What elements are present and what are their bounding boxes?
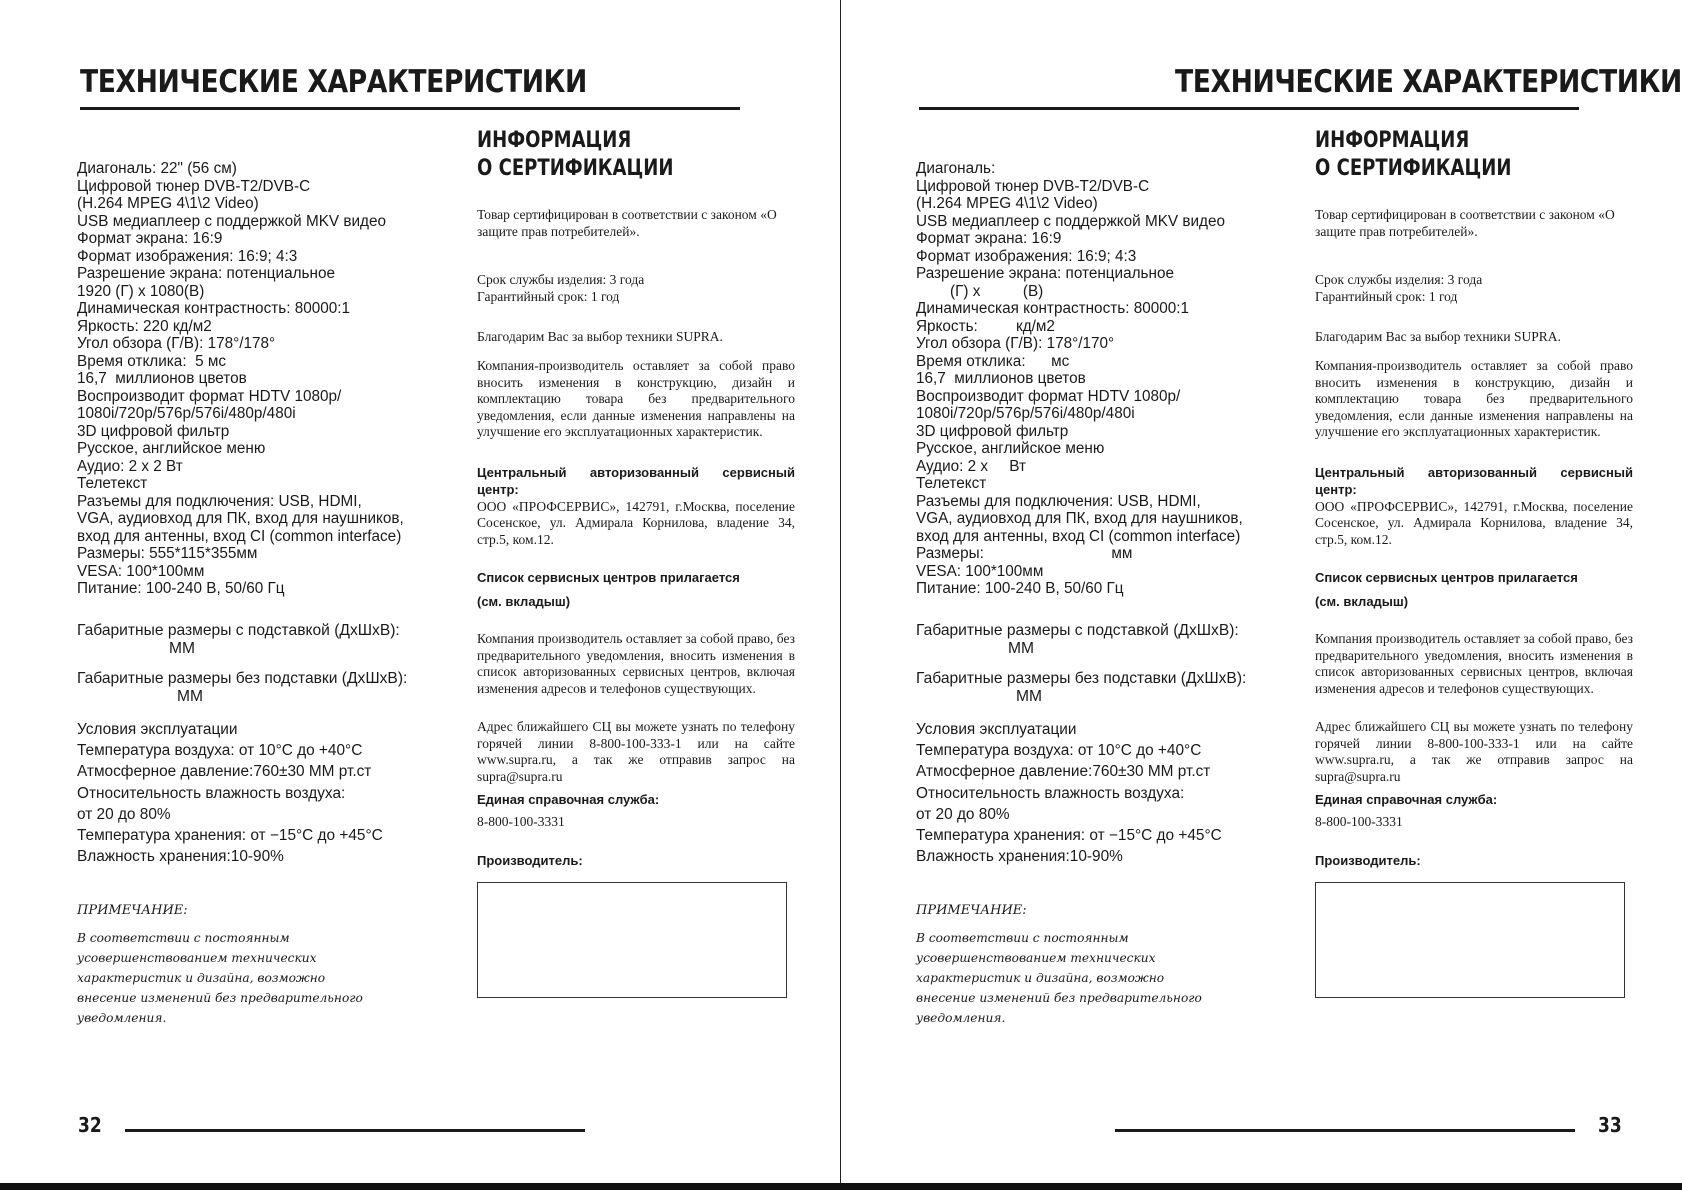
operating-conditions (916, 719, 1222, 867)
operating-line: Относительность влажность воздуха: (916, 784, 1185, 802)
spec-list (916, 160, 1296, 598)
spec-line: Цифровой тюнер DVB-T2/DVB-C (77, 177, 311, 195)
spec-line: 1920 (Г) х 1080(В) (77, 282, 205, 300)
manufacturer-box (477, 882, 787, 998)
dims-without-stand (77, 670, 407, 706)
cert-heading-line-2: О СЕРТИФИКАЦИИ (1315, 156, 1512, 181)
spec-line: 16,7 миллионов цветов (77, 370, 247, 387)
service-list-text: Компания производитель оставляет за собой право, без предварительного уведомления, вносить изменения в список авторизованных сервисных центров, включая изменения адресов и телефонов существующих. (477, 630, 795, 696)
dims-with-stand-label: Габаритные размеры с подставкой (ДхШхВ): (77, 622, 400, 639)
nearest-center-text: Адрес ближайшего СЦ вы можете узнать по телефону горячей линии 8-800-100-333-1 или на сайте www.supra.ru, а так же отправив запрос на supra@supra.ru (1315, 719, 1633, 785)
dims-with-stand (916, 622, 1239, 658)
spec-line: Воспроизводит формат HDTV 1080р/ (77, 387, 342, 405)
spec-line: Размеры: 555*115*355мм (77, 545, 258, 562)
cert-law-text: Товар сертифицирован в соответствии с законом «О защите прав потребителей». (1315, 207, 1615, 239)
footer-rule (1115, 1129, 1575, 1132)
operating-line: Температура воздуха: от 10°С до +40°С (916, 742, 1202, 760)
operating-line: Влажность хранения:10-90% (77, 848, 284, 866)
operating-conditions (77, 719, 383, 867)
spec-line: вход для антенны, вход CI (common interface) (77, 527, 402, 545)
rights-text: Компания-производитель оставляет за собой право вносить изменения в конструкцию, дизайн и комплектацию товара без предварительного уведомления, если данные изменения направлены на улучшение его эксплуатационных характеристик. (477, 357, 795, 440)
page-number: 32 (78, 1113, 102, 1137)
spec-line: Динамическая контрастность: 80000:1 (916, 300, 1189, 317)
spec-line: Формат изображения: 16:9; 4:3 (916, 247, 1137, 265)
spec-line: Яркость: кд/м2 (916, 317, 1055, 335)
bottom-edge-band (0, 1183, 1682, 1190)
operating-heading: Условия эксплуатации (916, 721, 1077, 738)
dims-with-stand-label: Габаритные размеры с подставкой (ДхШхВ): (916, 622, 1239, 639)
service-list-subheading: (см. вкладыш) (1315, 594, 1409, 610)
spec-line: 1080i/720p/576p/576i/480p/480i (77, 405, 296, 422)
dims-without-stand-unit: ММ (177, 688, 203, 705)
page-title: ТЕХНИЧЕСКИЕ ХАРАКТЕРИСТИКИ (80, 64, 587, 100)
warranty: Гарантийный срок: 1 год (477, 288, 620, 304)
title-rule (919, 107, 1579, 110)
spec-line: Воспроизводит формат HDTV 1080р/ (916, 387, 1181, 405)
page-title: ТЕХНИЧЕСКИЕ ХАРАКТЕРИСТИКИ (1175, 64, 1682, 100)
spec-line: Аудио: 2 х Вт (916, 457, 1027, 475)
cert-law-text: Товар сертифицирован в соответствии с законом «О защите прав потребителей». (477, 207, 777, 239)
operating-line: Влажность хранения:10-90% (916, 848, 1123, 866)
service-center-heading: Центральный авторизованный сервисный центр: (477, 464, 795, 497)
page-left (0, 0, 840, 1183)
page-right (841, 0, 1681, 1183)
spec-line: Время отклика: мс (916, 352, 1070, 370)
spec-line: Русское, английское меню (77, 440, 266, 457)
nearest-center-text: Адрес ближайшего СЦ вы можете узнать по телефону горячей линии 8-800-100-333-1 или на сайте www.supra.ru, а так же отправив запрос на supra@supra.ru (477, 719, 795, 785)
title-rule (80, 107, 740, 110)
operating-line: Температура хранения: от −15°С до +45°С (916, 827, 1222, 845)
spec-line: Диагональ: (916, 160, 996, 177)
spec-line: Динамическая контрастность: 80000:1 (77, 300, 350, 317)
service-list-heading: Список сервисных центров прилагается (1315, 570, 1578, 586)
spec-line: Яркость: 220 кд/м2 (77, 317, 212, 335)
service-list-subheading: (см. вкладыш) (477, 594, 571, 610)
footer-rule (125, 1129, 585, 1132)
spec-line: Размеры: мм (916, 545, 1133, 562)
note-label: ПРИМЕЧАНИЕ: (916, 903, 1027, 918)
spec-line: VGA, аудиовход для ПК, вход для наушников, (916, 510, 1243, 527)
spec-line: вход для антенны, вход CI (common interface) (916, 527, 1241, 545)
spec-line: Разъемы для подключения: USB, HDMI, (77, 492, 362, 510)
spec-line: VGA, аудиовход для ПК, вход для наушников, (77, 510, 404, 527)
spec-line: Угол обзора (Г/В): 178°/170° (916, 335, 1115, 352)
spec-line: Питание: 100-240 В, 50/60 Гц (77, 580, 285, 597)
spec-line: Формат экрана: 16:9 (77, 230, 223, 247)
helpline-heading: Единая справочная служба: (477, 791, 660, 807)
operating-line: Температура воздуха: от 10°С до +40°С (77, 742, 363, 760)
spec-line: 3D цифровой фильтр (77, 422, 230, 440)
cert-heading-line-1: ИНФОРМАЦИЯ (477, 128, 632, 153)
manufacturer-heading: Производитель: (1315, 853, 1421, 869)
spec-line: 16,7 миллионов цветов (916, 370, 1086, 387)
spec-line: Аудио: 2 х 2 Вт (77, 457, 183, 475)
operating-line: от 20 до 80% (916, 805, 1010, 823)
spec-line: Разъемы для подключения: USB, HDMI, (916, 492, 1201, 510)
manufacturer-heading: Производитель: (477, 853, 583, 869)
operating-heading: Условия эксплуатации (77, 721, 238, 738)
service-life: Срок службы изделия: 3 года (1315, 272, 1483, 288)
certification-column (477, 127, 795, 998)
helpline-phone: 8-800-100-3331 (477, 814, 565, 830)
spec-line: 3D цифровой фильтр (916, 422, 1069, 440)
spec-line: Время отклика: 5 мс (77, 352, 226, 370)
thanks-text: Благодарим Вас за выбор техники SUPRA. (1315, 329, 1561, 345)
note-text: В соответствии с постоянным усовершенствованием технических характеристик и дизайна, возможно внесение изменений без предварительного уведомления. (77, 931, 363, 1025)
thanks-text: Благодарим Вас за выбор техники SUPRA. (477, 329, 723, 345)
dims-without-stand-label: Габаритные размеры без подставки (ДхШхВ): (77, 670, 408, 687)
operating-line: Атмосферное давление:760±30 ММ рт.ст (77, 763, 372, 781)
spec-line: Формат изображения: 16:9; 4:3 (77, 247, 298, 265)
operating-line: Температура хранения: от −15°С до +45°С (77, 827, 383, 845)
spec-line: Цифровой тюнер DVB-T2/DVB-C (916, 177, 1150, 195)
service-center-address: ООО «ПРОФСЕРВИС», 142791, г.Москва, поселение Сосенское, ул. Адмирала Корнилова, владение 34, стр.5, ком.12. (477, 498, 795, 547)
manufacturer-box (1315, 882, 1625, 998)
spec-list (77, 160, 457, 598)
spec-line: Угол обзора (Г/В): 178°/178° (77, 335, 276, 352)
note-text: В соответствии с постоянным усовершенствованием технических характеристик и дизайна, возможно внесение изменений без предварительного уведомления. (916, 931, 1202, 1025)
spec-line: (H.264 MPEG 4\1\2 Video) (916, 195, 1098, 212)
spec-line: VESA: 100*100мм (77, 562, 205, 580)
service-life: Срок службы изделия: 3 года (477, 272, 645, 288)
spec-line: Разрешение экрана: потенциальное (77, 265, 335, 282)
spec-line: Формат экрана: 16:9 (916, 230, 1062, 247)
service-center-heading: Центральный авторизованный сервисный центр: (1315, 464, 1633, 497)
cert-heading-line-2: О СЕРТИФИКАЦИИ (477, 156, 674, 181)
helpline-phone: 8-800-100-3331 (1315, 814, 1403, 830)
operating-line: Относительность влажность воздуха: (77, 784, 346, 802)
cert-heading (477, 127, 738, 183)
helpline-heading: Единая справочная служба: (1315, 791, 1498, 807)
certification-column (1315, 127, 1633, 998)
service-list-heading: Список сервисных центров прилагается (477, 570, 740, 586)
spec-line: Питание: 100-240 В, 50/60 Гц (916, 580, 1124, 597)
rights-text: Компания-производитель оставляет за собой право вносить изменения в конструкцию, дизайн и комплектацию товара без предварительного уведомления, если данные изменения направлены на улучшение его эксплуатационных характеристик. (1315, 357, 1633, 440)
spec-line: Телетекст (77, 475, 148, 492)
spec-line: VESA: 100*100мм (916, 562, 1044, 580)
spec-line: Телетекст (916, 475, 987, 492)
service-list-text: Компания производитель оставляет за собой право, без предварительного уведомления, вносить изменения в список авторизованных сервисных центров, включая изменения адресов и телефонов существующих. (1315, 630, 1633, 696)
spec-line: (H.264 MPEG 4\1\2 Video) (77, 195, 259, 212)
spec-line: Разрешение экрана: потенциальное (916, 265, 1174, 282)
dims-with-stand-unit: ММ (169, 640, 195, 657)
cert-heading-line-1: ИНФОРМАЦИЯ (1315, 128, 1470, 153)
dims-without-stand (916, 670, 1246, 706)
spec-line: USB медиаплеер с поддержкой MKV видео (916, 212, 1225, 230)
note-label: ПРИМЕЧАНИЕ: (77, 903, 188, 918)
dims-without-stand-unit: ММ (1016, 688, 1042, 705)
spec-line: Русское, английское меню (916, 440, 1105, 457)
dims-with-stand (77, 622, 400, 658)
warranty: Гарантийный срок: 1 год (1315, 288, 1458, 304)
spec-line: 1080i/720p/576p/576i/480p/480i (916, 405, 1135, 422)
spec-line: Диагональ: 22" (56 см) (77, 160, 237, 177)
dims-without-stand-label: Габаритные размеры без подставки (ДхШхВ): (916, 670, 1247, 687)
spec-line: (Г) х (В) (916, 282, 1044, 300)
page-number: 33 (1598, 1113, 1622, 1137)
service-center-address: ООО «ПРОФСЕРВИС», 142791, г.Москва, поселение Сосенское, ул. Адмирала Корнилова, владение 34, стр.5, ком.12. (1315, 498, 1633, 547)
dims-with-stand-unit: ММ (1008, 640, 1034, 657)
cert-heading (1315, 127, 1576, 183)
operating-line: от 20 до 80% (77, 805, 171, 823)
operating-line: Атмосферное давление:760±30 ММ рт.ст (916, 763, 1211, 781)
spec-line: USB медиаплеер с поддержкой MKV видео (77, 212, 386, 230)
